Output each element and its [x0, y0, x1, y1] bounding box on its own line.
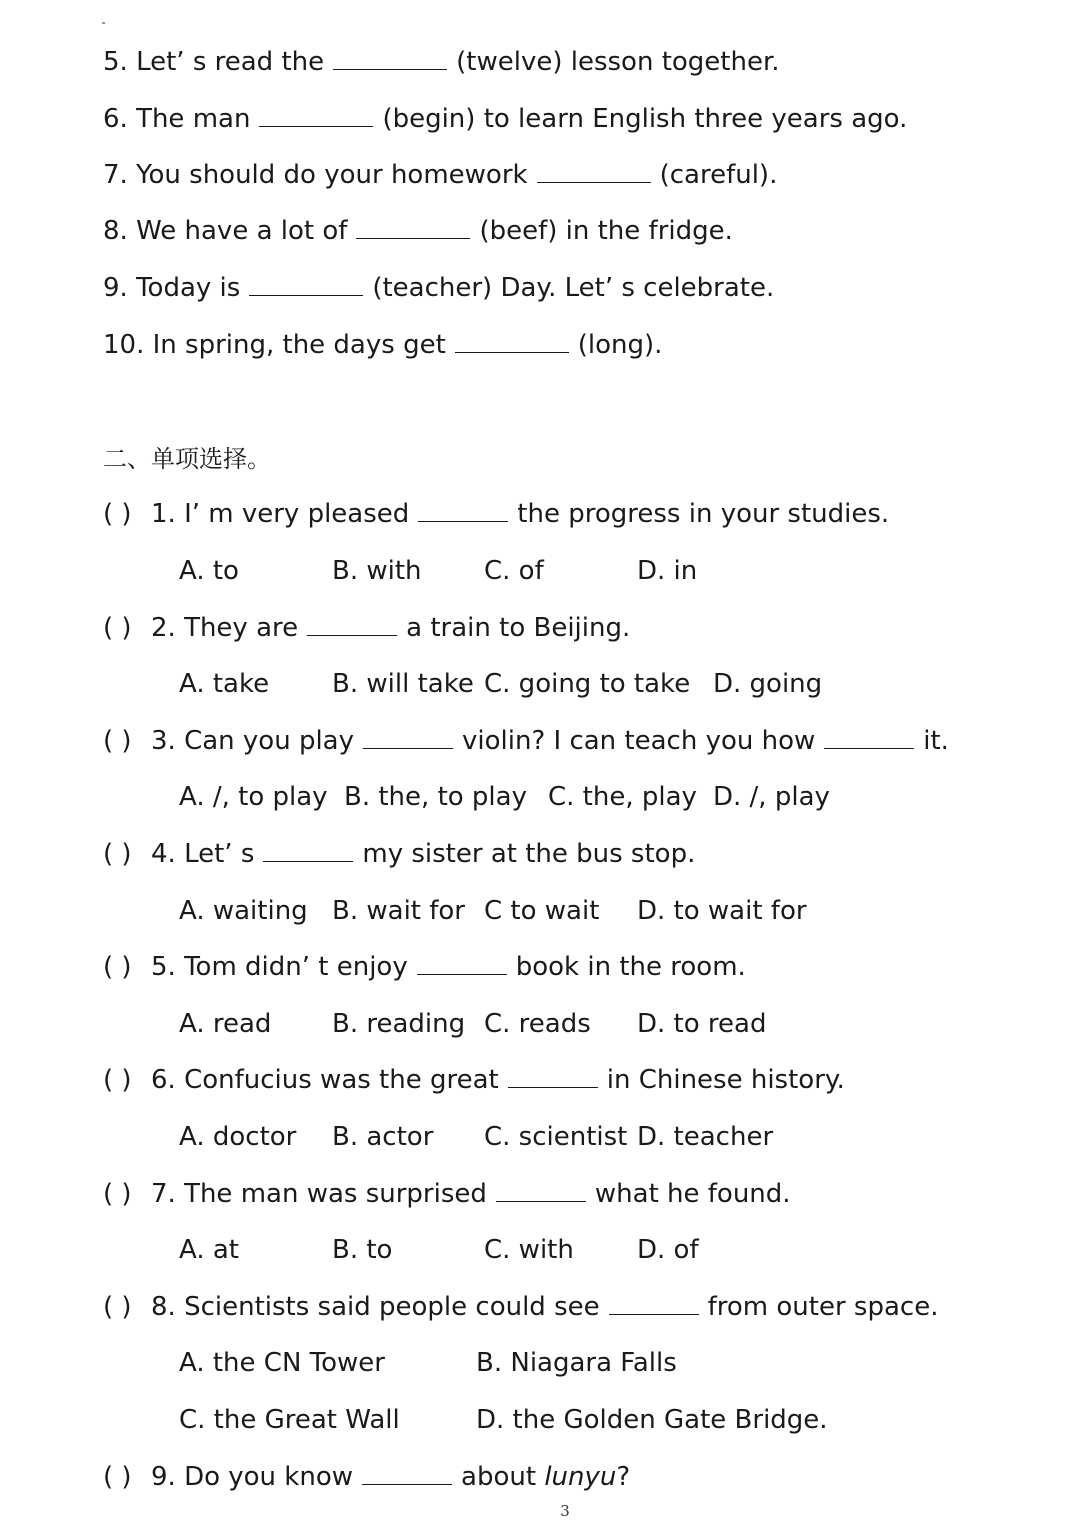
answer-blank	[496, 1177, 586, 1202]
answer-blank	[263, 837, 353, 862]
fill-in-item-6	[103, 102, 907, 136]
question-text-end: the progress in your studies.	[517, 499, 890, 529]
option-a: A. to	[179, 556, 239, 586]
option-a: A. the CN Tower	[179, 1348, 385, 1378]
answer-blank[interactable]	[537, 158, 651, 183]
mc-question-9	[103, 1460, 630, 1494]
answer-blank	[824, 724, 914, 749]
item-text: 10. In spring, the days get	[103, 330, 446, 360]
answer-blank	[362, 1460, 452, 1485]
item-hint: (beef) in the fridge.	[479, 216, 733, 246]
answer-blank[interactable]	[455, 328, 569, 353]
item-hint: (twelve) lesson together.	[456, 47, 780, 77]
italic-term: lunyu	[544, 1462, 617, 1492]
mc-question-6	[103, 1063, 845, 1097]
option-b: B. actor	[332, 1122, 434, 1152]
option-d: D. going	[713, 669, 823, 699]
option-c: C. the, play	[548, 782, 697, 812]
option-a: A. read	[179, 1009, 272, 1039]
mc-question-4	[103, 837, 695, 871]
answer-blank	[508, 1063, 598, 1088]
question-text-mid: violin? I can teach you how	[462, 726, 816, 756]
option-d: D. in	[637, 556, 698, 586]
mc-question-8	[103, 1290, 938, 1324]
question-mark: ?	[616, 1462, 631, 1492]
answer-bracket[interactable]: ( )	[103, 613, 132, 643]
answer-blank[interactable]	[356, 214, 470, 239]
answer-bracket[interactable]: ( )	[103, 1292, 132, 1322]
answer-blank	[609, 1290, 699, 1315]
question-text: 2. They are	[151, 613, 299, 643]
question-text: 3. Can you play	[151, 726, 354, 756]
scan-mark	[102, 22, 105, 24]
option-d: D. /, play	[713, 782, 830, 812]
question-text: 8. Scientists said people could see	[151, 1292, 600, 1322]
mc-question-2	[103, 611, 630, 645]
option-a: A. take	[179, 669, 270, 699]
option-c: C. reads	[484, 1009, 591, 1039]
option-b: B. to	[332, 1235, 393, 1265]
option-a: A. waiting	[179, 896, 308, 926]
answer-bracket[interactable]: ( )	[103, 499, 132, 529]
item-text: 9. Today is	[103, 273, 241, 303]
option-c: C. scientist	[484, 1122, 628, 1152]
option-c: C. of	[484, 556, 544, 586]
item-text: 6. The man	[103, 104, 251, 134]
question-text: 7. The man was surprised	[151, 1179, 487, 1209]
section-heading: 二、单项选择。	[103, 445, 271, 473]
answer-bracket[interactable]: ( )	[103, 1179, 132, 1209]
fill-in-item-5	[103, 45, 780, 79]
item-text: 8. We have a lot of	[103, 216, 348, 246]
answer-bracket[interactable]: ( )	[103, 839, 132, 869]
option-c: C. with	[484, 1235, 574, 1265]
option-a: A. at	[179, 1235, 239, 1265]
question-text-end: it.	[923, 726, 949, 756]
answer-blank[interactable]	[259, 102, 373, 127]
answer-blank	[363, 724, 453, 749]
option-d: D. the Golden Gate Bridge.	[476, 1405, 828, 1435]
option-d: D. to wait for	[637, 896, 807, 926]
question-text: 5. Tom didn’ t enjoy	[151, 952, 408, 982]
answer-bracket[interactable]: ( )	[103, 952, 132, 982]
answer-blank[interactable]	[333, 45, 447, 70]
question-text-end: about	[461, 1462, 537, 1492]
item-hint: (careful).	[659, 160, 778, 190]
mc-question-5	[103, 950, 746, 984]
option-c: C to wait	[484, 896, 600, 926]
fill-in-item-10	[103, 328, 662, 362]
option-a: A. doctor	[179, 1122, 297, 1152]
option-c: C. the Great Wall	[179, 1405, 400, 1435]
option-b: B. with	[332, 556, 422, 586]
option-b: B. Niagara Falls	[476, 1348, 677, 1378]
mc-question-1	[103, 497, 889, 531]
question-text-end: a train to Beijing.	[406, 613, 631, 643]
question-text-end: my sister at the bus stop.	[362, 839, 696, 869]
question-text: 1. I’ m very pleased	[151, 499, 410, 529]
question-text-end: from outer space.	[707, 1292, 939, 1322]
answer-blank[interactable]	[249, 271, 363, 296]
question-text: 9. Do you know	[151, 1462, 354, 1492]
option-c: C. going to take	[484, 669, 691, 699]
option-d: D. teacher	[637, 1122, 774, 1152]
item-text: 7. You should do your homework	[103, 160, 528, 190]
question-text: 4. Let’ s	[151, 839, 255, 869]
mc-question-3	[103, 724, 949, 758]
answer-bracket[interactable]: ( )	[103, 726, 132, 756]
item-hint: (long).	[577, 330, 663, 360]
answer-blank	[307, 611, 397, 636]
mc-question-7	[103, 1177, 791, 1211]
item-text: 5. Let’ s read the	[103, 47, 325, 77]
item-hint: (begin) to learn English three years ago.	[382, 104, 908, 134]
fill-in-item-7	[103, 158, 777, 192]
fill-in-item-9	[103, 271, 774, 305]
fill-in-item-8	[103, 214, 733, 248]
answer-bracket[interactable]: ( )	[103, 1065, 132, 1095]
option-b: B. will take	[332, 669, 474, 699]
question-text-end: book in the room.	[515, 952, 746, 982]
option-b: B. wait for	[332, 896, 465, 926]
option-b: B. reading	[332, 1009, 466, 1039]
page-number: 3	[560, 1502, 570, 1520]
question-text-end: what he found.	[594, 1179, 791, 1209]
answer-bracket[interactable]: ( )	[103, 1462, 132, 1492]
item-hint: (teacher) Day. Let’ s celebrate.	[372, 273, 775, 303]
option-d: D. to read	[637, 1009, 767, 1039]
option-b: B. the, to play	[344, 782, 527, 812]
question-text: 6. Confucius was the great	[151, 1065, 499, 1095]
option-d: D. of	[637, 1235, 699, 1265]
question-text-end: in Chinese history.	[606, 1065, 845, 1095]
answer-blank	[417, 950, 507, 975]
option-a: A. /, to play	[179, 782, 328, 812]
answer-blank	[418, 497, 508, 522]
